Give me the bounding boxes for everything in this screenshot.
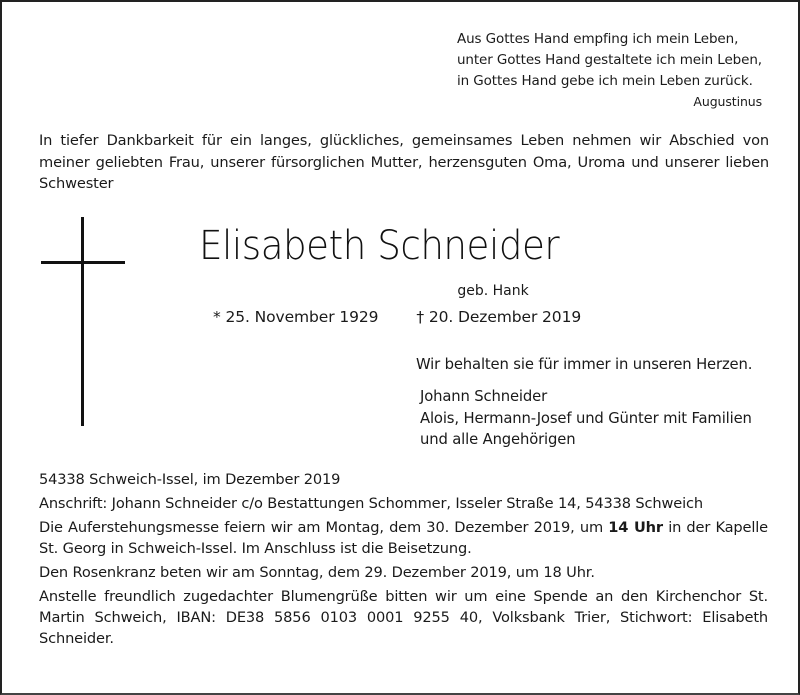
cross-horizontal-bar bbox=[41, 261, 125, 264]
quote-line: Aus Gottes Hand empfing ich mein Leben, bbox=[456, 31, 739, 47]
mourner: Alois, Hermann-Josef und Günter mit Familien bbox=[420, 409, 752, 427]
maiden-name-row bbox=[0, 281, 800, 301]
mass-time: 14 Uhr bbox=[608, 519, 663, 536]
mourner: Johann Schneider bbox=[420, 388, 548, 405]
birth-date: * 25. November 1929 bbox=[213, 308, 379, 326]
mourners-list bbox=[420, 386, 752, 451]
quote-author: Augustinus bbox=[693, 94, 762, 109]
place-date: 54338 Schweich-Issel, im Dezember 2019 bbox=[39, 471, 341, 488]
quote-line: unter Gottes Hand gestaltete ich mein Leben, bbox=[456, 52, 762, 68]
remembrance-line: Wir behalten sie für immer in unseren Herzen. bbox=[416, 356, 753, 373]
deceased-name: Elisabeth Schneider bbox=[199, 223, 560, 269]
mass-text-after: in der Kapelle St. Georg in Schweich-Issel. Im Anschluss ist die Beisetzung. bbox=[39, 519, 768, 557]
death-date: † 20. Dezember 2019 bbox=[416, 308, 582, 326]
mass-info bbox=[39, 517, 768, 559]
mass-text-before: Die Auferstehungsmesse feiern wir am Montag, dem 30. Dezember 2019, um bbox=[39, 519, 609, 536]
mourner: und alle Angehörigen bbox=[420, 431, 576, 448]
address: Anschrift: Johann Schneider c/o Bestattungen Schommer, Isseler Straße 14, 54338 Schweich bbox=[39, 495, 703, 512]
maiden-name: geb. Hank bbox=[457, 283, 529, 299]
quote-line: in Gottes Hand gebe ich mein Leben zurück. bbox=[456, 73, 753, 89]
life-dates bbox=[213, 306, 581, 328]
cross-vertical-bar bbox=[81, 217, 84, 426]
rosary-info: Den Rosenkranz beten wir am Sonntag, dem 29. Dezember 2019, um 18 Uhr. bbox=[39, 564, 595, 581]
quote-block bbox=[457, 29, 762, 112]
donation-info: Anstelle freundlich zugedachter Blumengrüße bitten wir um eine Spende an den Kirchenchor St. Martin Schweich, IBAN: DE38 5856 0103 0001 9255 40, Volksbank Trier, Stichwort: Elisabeth Schneider. bbox=[39, 588, 768, 647]
intro-text: In tiefer Dankbarkeit für ein langes, glückliches, gemeinsames Leben nehmen wir Abschied von meiner geliebten Frau, unserer fürsorglichen Mutter, herzensguten Oma, Uroma und unserer lieben Schwester bbox=[39, 132, 769, 192]
details-block bbox=[39, 469, 768, 652]
